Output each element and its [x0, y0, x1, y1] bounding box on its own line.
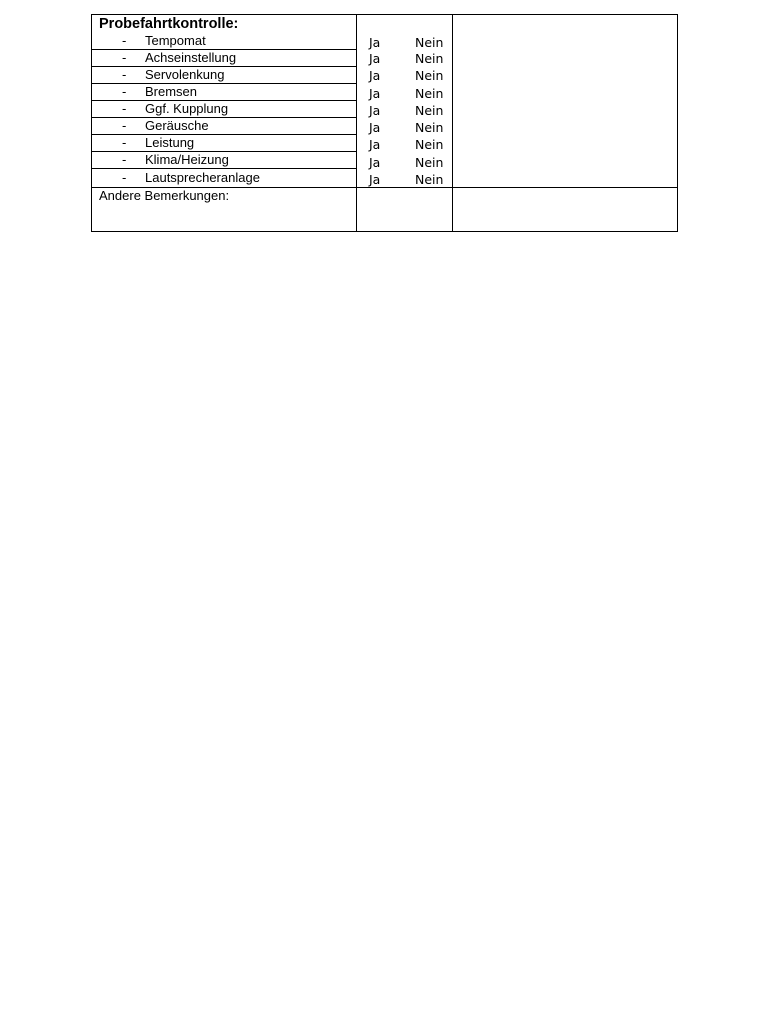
row-divider: [92, 83, 357, 84]
notes-column[interactable]: [453, 15, 677, 231]
yes-option[interactable]: Ja: [369, 103, 381, 118]
item-label: Tempomat: [145, 33, 206, 48]
item-label: Servolenkung: [145, 67, 225, 82]
yes-option[interactable]: Ja: [369, 155, 381, 170]
no-option[interactable]: Nein: [415, 172, 444, 187]
item-label: Lautsprecheranlage: [145, 170, 260, 185]
list-dash: -: [122, 33, 127, 48]
list-dash: -: [122, 135, 127, 150]
no-option[interactable]: Nein: [415, 155, 444, 170]
list-dash: -: [122, 152, 127, 167]
no-option[interactable]: Nein: [415, 103, 444, 118]
list-dash: -: [122, 101, 127, 116]
item-label: Achseinstellung: [145, 50, 237, 65]
no-option[interactable]: Nein: [415, 120, 444, 135]
row-divider: [92, 117, 357, 118]
yes-option[interactable]: Ja: [369, 137, 381, 152]
item-label: Ggf. Kupplung: [145, 101, 229, 116]
yes-option[interactable]: Ja: [369, 68, 381, 83]
list-dash: -: [122, 67, 127, 82]
list-dash: -: [122, 50, 127, 65]
yes-no-column: [357, 15, 453, 231]
no-option[interactable]: Nein: [415, 86, 444, 101]
item-label: Klima/Heizung: [145, 152, 229, 167]
yes-option[interactable]: Ja: [369, 172, 381, 187]
yes-option[interactable]: Ja: [369, 120, 381, 135]
no-option[interactable]: Nein: [415, 137, 444, 152]
yes-option[interactable]: Ja: [369, 35, 381, 50]
list-dash: -: [122, 84, 127, 99]
no-option[interactable]: Nein: [415, 51, 444, 66]
probefahrt-form: [91, 14, 678, 232]
remarks-label: Andere Bemerkungen:: [99, 188, 230, 203]
remarks-divider: [92, 187, 677, 188]
item-label: Leistung: [145, 135, 195, 150]
items-column: [92, 15, 357, 231]
no-option[interactable]: Nein: [415, 68, 444, 83]
no-option[interactable]: Nein: [415, 35, 444, 50]
row-divider: [92, 66, 357, 67]
row-divider: [92, 168, 357, 169]
yes-option[interactable]: Ja: [369, 51, 381, 66]
section-title: Probefahrtkontrolle:: [99, 16, 239, 32]
list-dash: -: [122, 170, 127, 185]
yes-option[interactable]: Ja: [369, 86, 381, 101]
item-label: Geräusche: [145, 118, 209, 133]
list-dash: -: [122, 118, 127, 133]
item-label: Bremsen: [145, 84, 198, 99]
row-divider: [92, 134, 357, 135]
